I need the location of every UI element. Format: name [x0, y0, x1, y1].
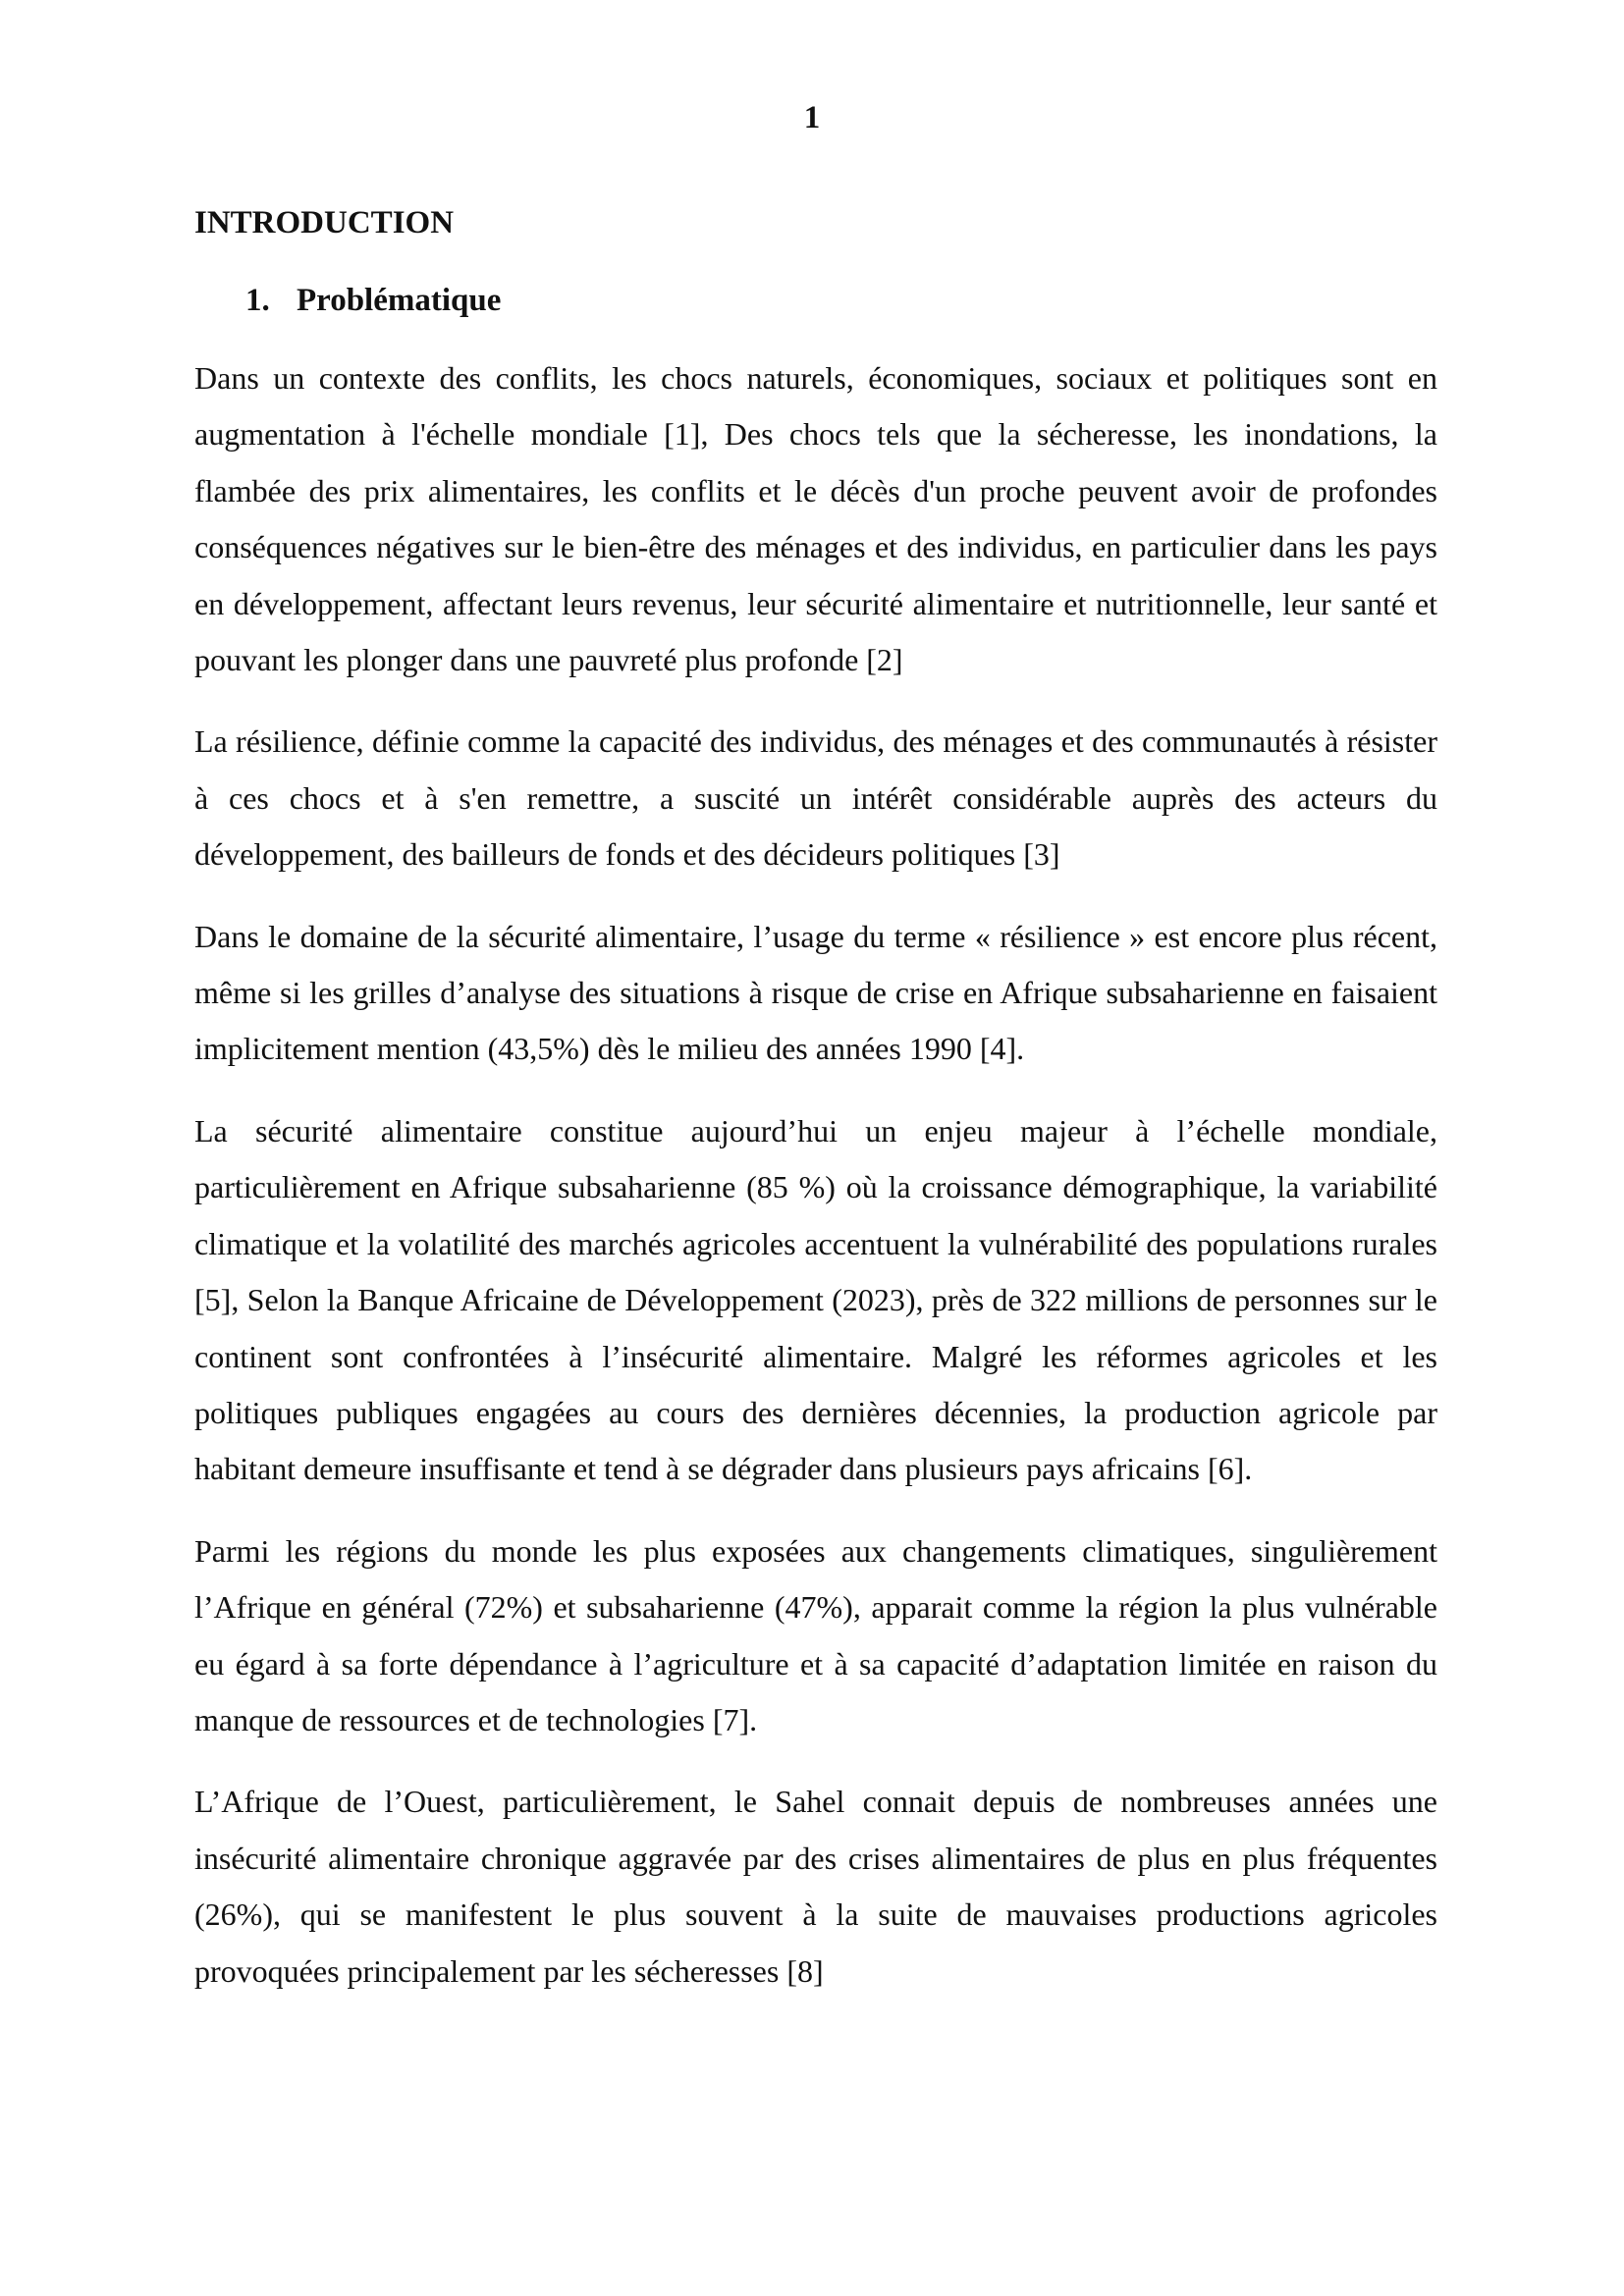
section-title: INTRODUCTION	[194, 205, 455, 240]
subsection-heading	[245, 280, 1437, 321]
body-paragraph-4: La sécurité alimentaire constitue aujourd’hui un enjeu majeur à l’échelle mondiale, particulièrement en Afrique subsaharienne (85 %) où la croissance démographique, la variabilité climatique et la volatilité des marchés agricoles accentuent la vulnérabilité des populations rurales [5], Selon la Banque Africaine de Développement (2023), près de 322 millions de personnes sur le continent sont confrontées à l’insécurité alimentaire. Malgré les réformes agricoles et les politiques publiques engagées au cours des dernières décennies, la production agricole par habitant demeure insuffisante et tend à se dégrader dans plusieurs pays africains [6].	[194, 1112, 1437, 1487]
body-paragraph-1: Dans un contexte des conflits, les chocs naturels, économiques, sociaux et politiques sont en augmentation à l'échelle mondiale [1], Des chocs tels que la sécheresse, les inondations, la flambée des prix alimentaires, les conflits et le décès d'un proche peuvent avoir de profondes conséquences négatives sur le bien-être des ménages et des individus, en particulier dans les pays en développement, affectant leurs revenus, leur sécurité alimentaire et nutritionnelle, leur santé et pouvant les plonger dans une pauvreté plus profonde [2]	[194, 360, 1437, 678]
body-paragraph-6: L’Afrique de l’Ouest, particulièrement, le Sahel connait depuis de nombreuses années une insécurité alimentaire chronique aggravée par des crises alimentaires de plus en plus fréquentes (26%), qui se manifestent le plus souvent à la suite de mauvaises productions agricoles provoquées principalement par les sécheresses [8]	[194, 1784, 1437, 1989]
subsection-number: 1.	[245, 283, 270, 318]
page-number: 1	[803, 100, 821, 135]
body-paragraph-3: Dans le domaine de la sécurité alimentaire, l’usage du terme « résilience » est encore plus récent, même si les grilles d’analyse des situations à risque de crise en Afrique subsaharienne en faisaient implicitement mention (43,5%) dès le milieu des années 1990 [4].	[194, 918, 1437, 1067]
body-paragraph-5: Parmi les régions du monde les plus exposées aux changements climatiques, singulièrement l’Afrique en général (72%) et subsaharienne (47%), apparait comme la région la plus vulnérable eu égard à sa forte dépendance à l’agriculture et à sa capacité d’adaptation limitée en raison du manque de ressources et de technologies [7].	[194, 1532, 1437, 1737]
page-content	[194, 202, 1437, 2000]
subsection-title: Problématique	[297, 283, 502, 318]
body-paragraph-2: La résilience, définie comme la capacité des individus, des ménages et des communautés à résister à ces chocs et à s'en remettre, a suscité un intérêt considérable auprès des acteurs du développement, des bailleurs de fonds et des décideurs politiques [3]	[194, 723, 1437, 873]
